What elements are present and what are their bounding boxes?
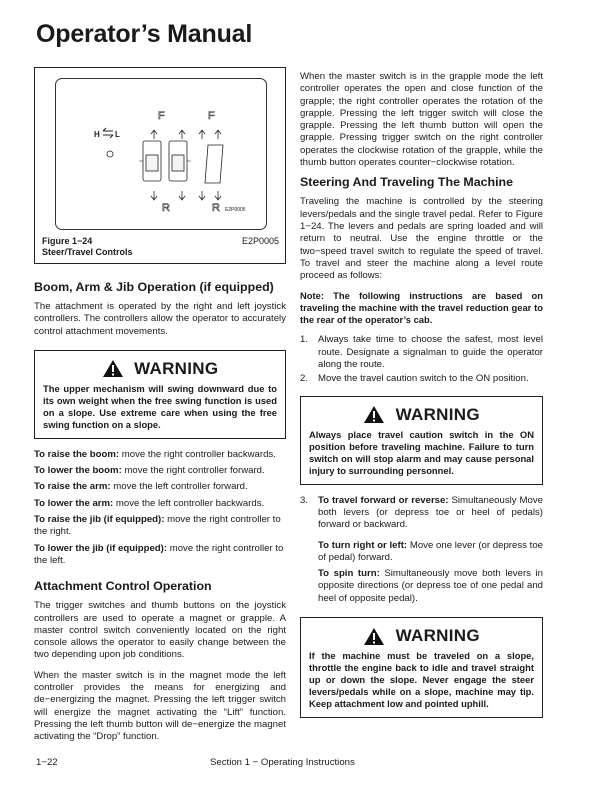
warning-free-swing xyxy=(34,350,286,439)
boom-intro: The attachment is operated by the right and left joystick controllers. The controllers allow the operator to accurately control attachment movements. xyxy=(34,301,286,337)
warning-triangle-icon xyxy=(102,359,124,378)
warning-body: The upper mechanism will swing downward due to its own weight when the free swing function is used on a slope. Use extreme care when using the free swing function on a slope. xyxy=(43,382,277,430)
warning-travel-caution xyxy=(300,396,543,485)
boom-heading: Boom, Arm & Jib Operation (if equipped) xyxy=(34,280,274,294)
attachment-paragraph-1: The trigger switches and thumb buttons on the joystick controllers are used to operate a magnet or grapple. A master control switch conveniently located on the right console allows the operator to easily change between the two depending upon job conditions. xyxy=(34,600,286,661)
warning-triangle-icon xyxy=(363,627,385,646)
low-speed-label: L xyxy=(115,130,120,139)
left-steer-lever xyxy=(146,155,158,171)
forward-label-left: F xyxy=(158,110,165,122)
list-item: 1. Always take time to choose the safest, most level route. Designate a signalman to guide the operator along the route. xyxy=(300,334,543,371)
control-instruction: To raise the jib (if equipped): move the right controller to the right. xyxy=(34,514,281,538)
control-instruction: To lower the jib (if equipped): move the right controller to the left. xyxy=(34,542,284,566)
figure-number: Figure 1−24 xyxy=(42,236,93,246)
page-number: 1−22 xyxy=(36,757,58,768)
page-title: Operator’s Manual xyxy=(36,20,253,48)
travel-note: Note: The following instructions are based on traveling the machine with the travel reduction gear to the rear of the operator’s cab. xyxy=(300,290,543,326)
control-instruction: To raise the boom: move the right controller backwards. xyxy=(34,448,276,460)
right-column xyxy=(300,71,543,728)
travel-steps xyxy=(300,334,543,385)
warning-title: WARNING xyxy=(395,404,480,424)
figure-steer-travel-controls xyxy=(34,67,286,264)
spin-turn-instruction: To spin turn: Simultaneously move both levers in opposite directions (or depress toe of one pedal and heel of opposite pedal). xyxy=(318,568,543,604)
steering-paragraph: Traveling the machine is controlled by the steering levers/pedals and the single travel pedal. Refer to Figure 1−24. The levers and pedals are spring loaded and will return to neutral. Use the engine throttle or the two−speed travel switch to regulate the speed of travel. To travel and steer the machine along a level route proceed as follows: xyxy=(300,196,543,282)
figure-title: Steer/Travel Controls xyxy=(42,247,133,257)
high-speed-label: H xyxy=(94,130,100,139)
boom-controls-list xyxy=(34,449,286,567)
attachment-heading: Attachment Control Operation xyxy=(34,579,212,594)
warning-slope-travel xyxy=(300,617,543,718)
reverse-label-right: R xyxy=(212,202,220,214)
attachment-paragraph-2: When the master switch is in the magnet mode the left controller provides the means for energizing and de−energizing the magnet. Pressing the left trigger switch will energize the magnet activating the “Lift” function. Pressing the left thumb button will de−energize the magnet activating the “Drop” function. xyxy=(34,669,286,743)
figure-inner-code: E2P0005 xyxy=(225,207,246,213)
left-column xyxy=(34,67,286,752)
steering-heading: Steering And Traveling The Machine xyxy=(300,175,513,190)
right-steer-lever xyxy=(172,155,184,171)
list-item: 2. Move the travel caution switch to the ON position. xyxy=(300,373,529,385)
grapple-paragraph: When the master switch is in the grapple mode the left controller operates the open and close function of the grapple; the right controller operates the rotation of the grapple. Pressing the left trigger switch will close the grapple. Pressing the left thumb button will open the grapple. Pressing trigger switch on the right controller operates the clockwise rotation of the grapple, while the thumb button operates counter−clockwise rotation. xyxy=(300,71,543,169)
forward-arrows-icon xyxy=(151,130,221,139)
reverse-label-left: R xyxy=(162,202,170,214)
reverse-arrows-icon xyxy=(151,191,221,200)
warning-title: WARNING xyxy=(134,358,219,378)
travel-step-3 xyxy=(300,495,543,532)
control-instruction: To raise the arm: move the left controller forward. xyxy=(34,481,248,493)
control-instruction: To lower the boom: move the right controller forward. xyxy=(34,465,265,477)
warning-title: WARNING xyxy=(395,626,480,646)
turn-instruction: To turn right or left: Move one lever (or depress toe of pedal) forward. xyxy=(318,539,543,563)
warning-triangle-icon xyxy=(363,405,385,424)
forward-label-right: F xyxy=(208,110,215,122)
speed-arrows-icon xyxy=(103,128,113,138)
indicator-light-icon xyxy=(107,151,113,157)
list-item: 3. To travel forward or reverse: Simultaneously Move both levers (or depress toe or heel of pedals) forward or backward. xyxy=(300,494,543,531)
control-instruction: To lower the arm: move the left controller backwards. xyxy=(34,497,265,509)
travel-pedal xyxy=(205,145,223,183)
warning-body: If the machine must be traveled on a slope, throttle the engine back to idle and travel straight up or down the slope. Never engage the steer levers/pedals while on a slope, machine may tip. Keep attachment low and pointed uphill. xyxy=(309,650,534,710)
section-footer: Section 1 − Operating Instructions xyxy=(210,757,355,768)
warning-body: Always place travel caution switch in the ON position before traveling machine. Failure to turn switch on will stop alarm and may cause personal injury to surrounding personnel. xyxy=(309,428,534,476)
figure-code: E2P0005 xyxy=(241,236,279,246)
figure-caption xyxy=(42,236,133,258)
